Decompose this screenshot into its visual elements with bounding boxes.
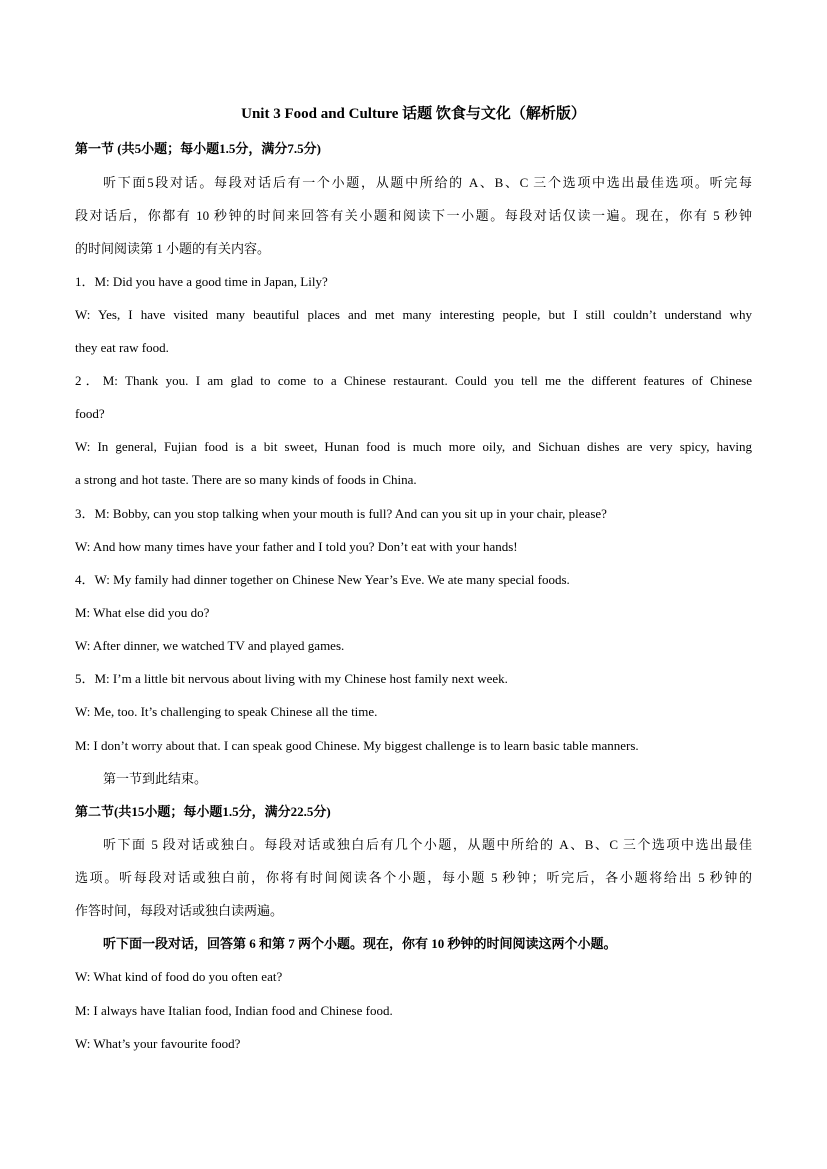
section1-end-note: 第一节到此结束。 [103,771,208,786]
dialogue-line: W: After dinner, we watched TV and played games. [75,638,345,653]
dialogue-line: 3．M: Bobby, can you stop talking when your mouth is full? And can you sit up in your chair, please? [75,506,607,521]
dialogue-line: W: What’s your favourite food? [75,1036,241,1051]
dialogue-line: 5．M: I’m a little bit nervous about living with my Chinese host family next week. [75,671,508,686]
dialogue-line: W: Me, too. It’s challenging to speak Chinese all the time. [75,704,378,719]
section1-instruction-line: 段对话后，你都有 10 秒钟的时间来回答有关小题和阅读下一小题。每段对话仅读一遍。现在，你有 5 秒钟 [75,208,752,223]
dialogue-line: W: What kind of food do you often eat? [75,969,283,984]
dialogue-line: W: In general, Fujian food is a bit sweet, Hunan food is much more oily, and Sichuan dishes are very spicy, having [75,439,752,454]
section2-instruction-line: 作答时间，每段对话或独白读两遍。 [75,903,284,918]
section2-instruction-line: 听下面 5 段对话或独白。每段对话或独白后有几个小题，从题中所给的 A、B、C 三个选项中选出最佳 [103,837,752,852]
dialogue-line: food? [75,406,105,421]
document-title: Unit 3 Food and Culture 话题 饮食与文化（解析版） [241,106,586,122]
section2-prompt: 听下面一段对话，回答第 6 和第 7 两个小题。现在，你有 10 秒钟的时间阅读这两个小题。 [103,936,617,951]
dialogue-line: W: Yes, I have visited many beautiful places and met many interesting people, but I still couldn’t understand why [75,307,752,322]
section1-heading: 第一节 (共5小题；每小题1.5分，满分7.5分) [75,141,321,156]
dialogue-line: W: And how many times have your father and I told you? Don’t eat with your hands! [75,539,518,554]
section1-instruction-line: 听下面5段对话。每段对话后有一个小题，从题中所给的 A、B、C 三个选项中选出最佳选项。听完每 [103,175,752,190]
dialogue-line: M: I always have Italian food, Indian food and Chinese food. [75,1003,393,1018]
dialogue-line: M: I don’t worry about that. I can speak good Chinese. My biggest challenge is to learn basic table manners. [75,738,639,753]
dialogue-line: 4．W: My family had dinner together on Chinese New Year’s Eve. We ate many special foods. [75,572,570,587]
dialogue-line: they eat raw food. [75,340,169,355]
section2-heading: 第二节(共15小题；每小题1.5分，满分22.5分) [75,804,331,819]
dialogue-line: 2．M: Thank you. I am glad to come to a Chinese restaurant. Could you tell me the different features of Chinese [75,373,752,388]
dialogue-line: 1．M: Did you have a good time in Japan, Lily? [75,274,328,289]
section1-instruction-line: 的时间阅读第 1 小题的有关内容。 [75,241,271,256]
section2-instruction-line: 选项。听每段对话或独白前，你将有时间阅读各个小题，每小题 5 秒钟；听完后，各小题将给出 5 秒钟的 [75,870,752,885]
dialogue-line: M: What else did you do? [75,605,210,620]
dialogue-line: a strong and hot taste. There are so many kinds of foods in China. [75,472,417,487]
